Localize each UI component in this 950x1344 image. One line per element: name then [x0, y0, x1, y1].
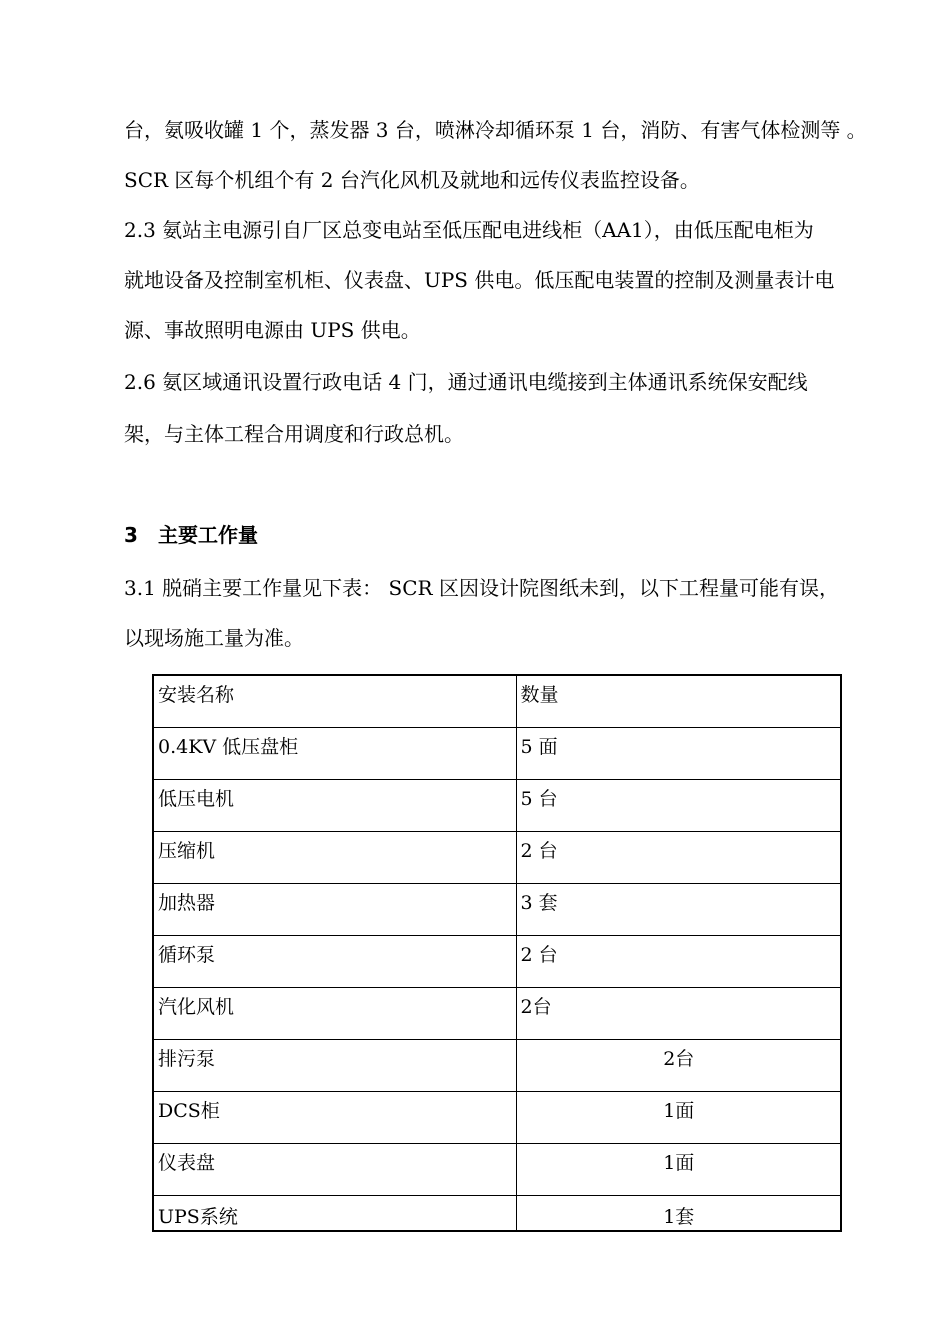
paragraph-line: 2.3 氨站主电源引自厂区总变电站至低压配电进线柜（AA1），由低压配电柜为: [124, 218, 814, 242]
qty-cell: 3 套: [516, 883, 841, 935]
workload-table: [152, 674, 842, 1232]
section-number: 3: [124, 523, 138, 547]
name-cell: 压缩机: [153, 831, 516, 883]
section-title: 主要工作量: [158, 523, 258, 547]
name-cell: 0.4KV 低压盘柜: [153, 727, 516, 779]
qty-cell: 5 台: [516, 779, 841, 831]
qty-cell: 2台: [516, 1039, 841, 1091]
table-header-row: [153, 675, 841, 727]
qty-cell: 1面: [516, 1091, 841, 1143]
paragraph-line: 架，与主体工程合用调度和行政总机。: [124, 422, 464, 446]
intro-line: 3.1 脱硝主要工作量见下表： SCR 区因设计院图纸未到，以下工程量可能有误，: [124, 576, 839, 600]
qty-cell: 1面: [516, 1143, 841, 1195]
table-row: [153, 727, 841, 779]
paragraph-line: 台，氨吸收罐 1 个，蒸发器 3 台，喷淋冷却循环泵 1 台，消防、有害气体检测等 。: [124, 118, 867, 142]
table-row: [153, 883, 841, 935]
table-row: [153, 987, 841, 1039]
qty-cell: 5 面: [516, 727, 841, 779]
name-cell: DCS柜: [153, 1091, 516, 1143]
table-row: [153, 831, 841, 883]
name-cell: 加热器: [153, 883, 516, 935]
paragraph-line: 2.6 氨区域通讯设置行政电话 4 门，通过通讯电缆接到主体通讯系统保安配线: [124, 370, 808, 394]
qty-cell: 2 台: [516, 935, 841, 987]
name-cell: 仪表盘: [153, 1143, 516, 1195]
table-row: [153, 779, 841, 831]
qty-cell: 2 台: [516, 831, 841, 883]
qty-cell: 2台: [516, 987, 841, 1039]
table-row: [153, 1091, 841, 1143]
name-cell: 汽化风机: [153, 987, 516, 1039]
paragraph-line: 就地设备及控制室机柜、仪表盘、UPS 供电。低压配电装置的控制及测量表计电: [124, 268, 835, 292]
name-cell: UPS系统: [153, 1195, 516, 1231]
name-cell: 循环泵: [153, 935, 516, 987]
table-row: [153, 1195, 841, 1231]
paragraph-line: SCR 区每个机组个有 2 台汽化风机及就地和远传仪表监控设备。: [124, 168, 700, 192]
table-row: [153, 1143, 841, 1195]
header-name-cell: 安装名称: [153, 675, 516, 727]
table-row: [153, 935, 841, 987]
section-heading: [124, 523, 258, 547]
paragraph-line: 源、事故照明电源由 UPS 供电。: [124, 318, 421, 342]
qty-cell: 1套: [516, 1195, 841, 1231]
intro-line: 以现场施工量为准。: [124, 626, 304, 650]
name-cell: 低压电机: [153, 779, 516, 831]
table-row: [153, 1039, 841, 1091]
name-cell: 排污泵: [153, 1039, 516, 1091]
header-qty-cell: 数量: [516, 675, 841, 727]
